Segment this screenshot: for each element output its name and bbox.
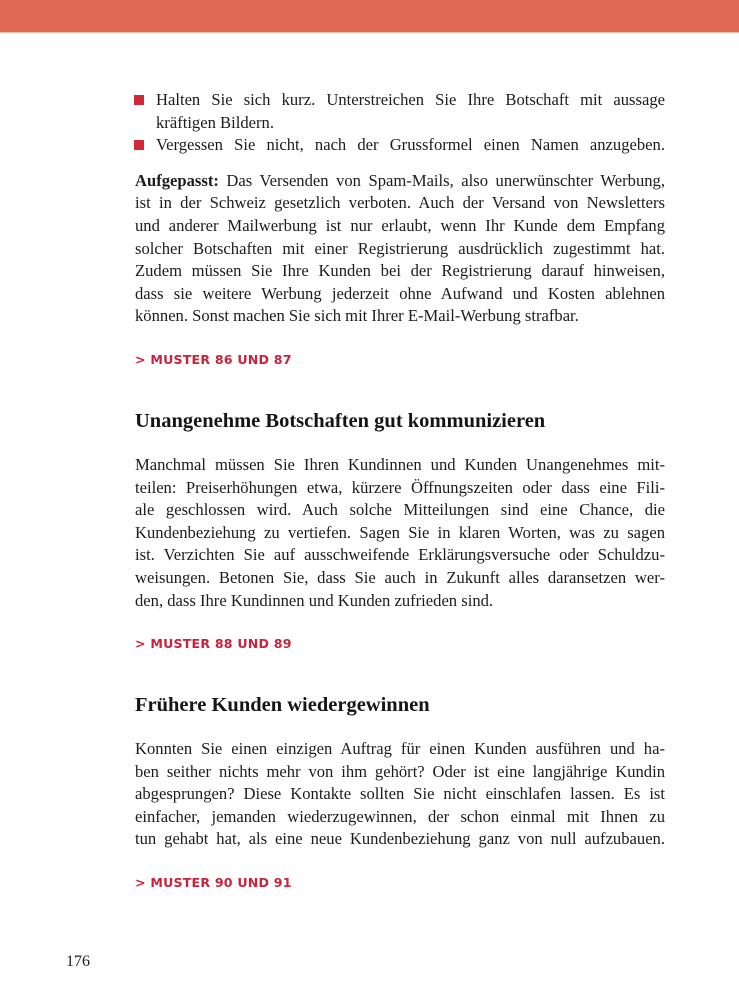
text-line: einfacher, jemanden wiederzugewinnen, der schon einmal mit Ihnen zu [135,806,665,826]
text-line: Zudem müssen Sie Ihre Kunden bei der Registrierung darauf hinweisen, [135,261,665,281]
text-line: solcher Botschaften mit einer Registrierung ausdrücklich zugestimmt hat. [135,238,665,258]
text-line: den, dass Ihre Kundinnen und Kunden zufrieden sind. [135,590,494,610]
warning-paragraph [135,170,665,328]
muster-90-91-link[interactable]: > MUSTER 90 UND 91 [135,875,292,891]
text-line: ale geschlossen wird. Auch solche Mitteilungen sind eine Chance, die [135,500,665,520]
list-item [135,134,665,157]
bullet-text [156,134,665,157]
text-line: Kundenbeziehung zu vertiefen. Sagen Sie in klaren Worten, was zu sagen [135,522,665,542]
text-line: weisungen. Betonen Sie, dass Sie auch in Zukunft alles daransetzen wer- [135,567,665,587]
text-line: können. Sonst machen Sie sich mit Ihrer E-Mail-Werbung strafbar. [135,306,579,326]
section-heading-fruehere-kunden: Frühere Kunden wiedergewinnen [135,694,430,717]
muster-88-89-link[interactable]: > MUSTER 88 UND 89 [135,636,292,652]
unangenehme-botschaften-paragraph [135,454,665,612]
red-square-bullet-icon [134,95,144,105]
page-number: 176 [66,953,90,970]
text-fragment: Das Versenden von Spam-Mails, also unerwünschter Werbung, [218,170,665,190]
fruehere-kunden-paragraph [135,738,665,851]
top-color-bar [0,0,739,33]
text-line: kräftigen Bildern. [156,112,274,132]
muster-86-87-link[interactable]: > MUSTER 86 UND 87 [135,351,292,367]
text-line [135,170,665,193]
text-line: ist. Verzichten Sie auf ausschweifende Erklärungsversuche oder Schuldzu- [135,545,665,565]
list-item [135,89,665,134]
text-line: teilen: Preiserhöhungen etwa, kürzere Öffnungszeiten oder dass eine Fili- [135,477,665,497]
text-line: tun gehabt hat, als eine neue Kundenbeziehung ganz von null aufzubauen. [135,829,665,849]
page-content [135,89,665,890]
text-line: und anderer Mailwerbung ist nur erlaubt, wenn Ihr Kunde dem Empfang [135,215,665,235]
bullet-text [156,89,665,134]
section-heading-unangenehme-botschaften: Unangenehme Botschaften gut kommunizieren [135,409,546,432]
text-line: Vergessen Sie nicht, nach der Grussformel einen Namen anzugeben. [156,135,665,155]
text-line: abgesprungen? Diese Kontakte sollten Sie nicht einschlafen lassen. Es ist [135,784,665,804]
text-line: Konnten Sie einen einzigen Auftrag für einen Kunden ausführen und ha- [135,739,665,759]
tips-list [135,89,665,157]
text-line: Halten Sie sich kurz. Unterstreichen Sie Ihre Botschaft mit aussage [156,90,665,109]
text-line: dass sie weitere Werbung jederzeit ohne Aufwand und Kosten ablehnen [135,283,665,303]
text-line: ben seither nichts mehr von ihm gehört? Oder ist eine langjährige Kundin [135,761,665,781]
text-line: ist in der Schweiz gesetzlich verboten. Auch der Versand von Newsletters [135,193,665,213]
warning-label: Aufgepasst: [135,170,219,190]
red-square-bullet-icon [134,140,144,150]
text-line: Manchmal müssen Sie Ihren Kundinnen und Kunden Unangenehmes mit- [135,454,665,474]
